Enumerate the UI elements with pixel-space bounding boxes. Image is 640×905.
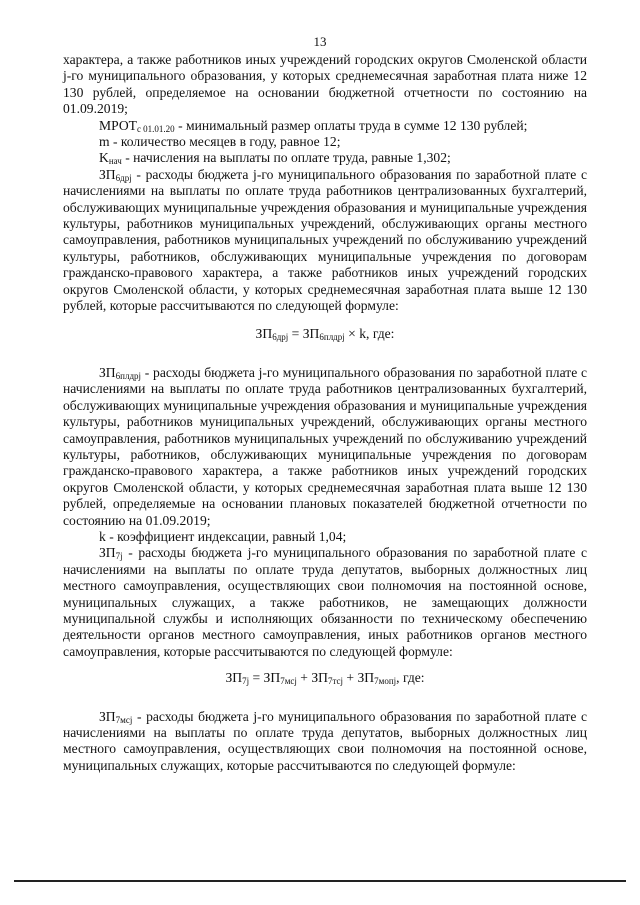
symbol-zp6pl: ЗП [99,364,116,380]
definition-mrot-text: - минимальный размер оплаты труда в сумме 12 130 рублей; [174,117,528,133]
symbol-zp6-subscript: 6дрj [115,172,132,183]
symbol-zp6pl-subscript: 6плдрj [115,370,142,381]
definition-knach-text: - начисления на выплаты по оплате труда, равные 1,302; [121,150,451,166]
definition-knach [63,150,587,166]
formula-zp7-term1: = ЗП [249,670,281,686]
symbol-zp7: ЗП [99,545,116,561]
definition-zp7ms-text: - расходы бюджета j-го муниципального образования по заработной плате с начислениями на выплаты по оплате труда депутатов, выборных должностных лиц местного самоуправления, осуществляющих свои полномочия на постоянной основе, муниципальных служащих, которые рассчитываются по следующей формуле: [63,708,587,773]
definition-zp7-text: - расходы бюджета j-го муниципального образования по заработной плате с начислениями на выплаты по оплате труда депутатов, выборных должностных лиц местного самоуправления, осуществляющих свои полномочия на постоянной основе, муниципальных служащих, а также работников, не замещающих должности муниципальной службы и исполняющих обязанности по техническому обеспечению деятельности органов местного самоуправления, иных работников органов местного самоуправления, которые рассчитываются по следующей формуле: [63,545,587,659]
formula-zp6-lhs-subscript: 6дрj [272,331,289,342]
formula-zp7-term3: + ЗП [343,670,375,686]
formula-zp7-lhs-subscript: 7j [242,676,250,687]
definition-mrot [63,118,587,134]
symbol-zp7ms: ЗП [99,708,116,724]
bottom-rule [14,880,626,882]
formula-zp6 [63,326,587,342]
symbol-zp7ms-subscript: 7мсj [115,714,133,725]
definition-zp6pl [63,365,587,529]
symbol-k-subscript: нач [108,156,122,167]
symbol-zp6: ЗП [99,166,116,182]
definition-m: m - количество месяцев в году, равное 12; [99,134,341,150]
symbol-k: K [99,150,109,166]
formula-zp7-term2: + ЗП [296,670,328,686]
document-body [63,52,587,774]
definition-k: k - коэффициент индексации, равный 1,04; [99,528,347,544]
symbol-mrot-subscript: с 01.01.20 [136,123,175,134]
formula-zp6-rhs: = ЗП [288,325,320,341]
formula-zp7 [63,670,587,686]
symbol-zp7-subscript: 7j [115,551,123,562]
formula-zp7-term1-subscript: 7мсj [280,676,297,687]
definition-zp6 [63,167,587,315]
formula-zp6-rhs-subscript: 6плдрj [319,331,345,342]
definition-zp6-text: - расходы бюджета j-го муниципального образования по заработной плате с начислениями на выплаты по оплате труда работников централизованных бухгалтерий, обслуживающих муниципальные учреждения образования и муниципальные учреждения культуры, работников муниципальных учреждений, обслуживающих органы местного самоуправления, работников муниципальных учреждений по обслуживанию учреждений культуры, работников, обслуживающих муниципальные учреждения по договорам гражданско-правового характера, а также работников иных учреждений городских округов Смоленской области, у которых среднемесячная заработная плата выше 12 130 рублей, которые рассчитываются по следующей формуле: [63,166,587,314]
formula-zp7-lhs: ЗП [225,670,243,686]
definition-zp7 [63,545,587,660]
symbol-mrot: МРОТ [99,117,137,133]
formula-zp6-tail: × k, где: [344,325,395,341]
formula-zp7-tail: , где: [396,670,425,686]
formula-zp6-lhs: ЗП [255,325,273,341]
formula-zp7-term2-subscript: 7тсj [327,676,344,687]
page-number: 13 [313,34,327,49]
paragraph-continuation: характера, а также работников иных учреждений городских округов Смоленской области j-го муниципального образования, у которых среднемесячная заработная плата ниже 12 130 рублей, определяемое на основании бюджетной отчетности по состоянию на 01.09.2019; [63,52,587,117]
definition-zp6pl-text: - расходы бюджета j-го муниципального образования по заработной плате с начислениями на выплаты по оплате труда работников централизованных бухгалтерий, обслуживающих муниципальные учреждения образования и муниципальные учреждения культуры, работников муниципальных учреждений, обслуживающих органы местного самоуправления, работников муниципальных учреждений по обслуживанию учреждений культуры, работников, обслуживающих муниципальные учреждения по договорам гражданско-правового характера, а также работников иных учреждений городских округов Смоленской области, у которых среднемесячная заработная плата выше 12 130 рублей, определяемые на основании плановых показателей бюджетной отчетности по состоянию на 01.09.2019; [63,364,587,528]
formula-zp7-term3-subscript: 7мопj [374,676,397,687]
definition-zp7ms [63,709,587,775]
